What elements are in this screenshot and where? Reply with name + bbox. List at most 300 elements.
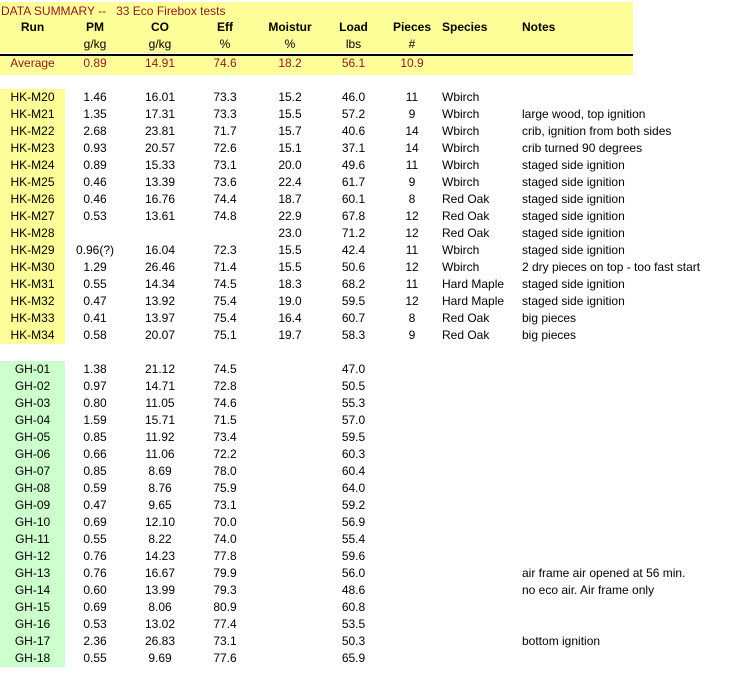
cell-species[interactable]: Wbirch: [442, 124, 480, 138]
cell-eff[interactable]: 72.8: [213, 379, 237, 393]
cell-moisture[interactable]: 19.0: [278, 294, 302, 308]
cell-eff[interactable]: 75.4: [213, 311, 237, 325]
cell-pm[interactable]: 0.76: [83, 566, 107, 580]
cell-load[interactable]: 60.1: [341, 192, 366, 206]
cell-co[interactable]: 8.69: [148, 464, 172, 478]
average-eff[interactable]: 74.6: [213, 56, 237, 70]
cell-species[interactable]: Wbirch: [442, 158, 480, 172]
cell-eff[interactable]: 72.3: [213, 243, 237, 257]
cell-notes[interactable]: [522, 463, 730, 480]
cell-co[interactable]: 13.99: [144, 583, 176, 597]
cell-co[interactable]: 17.31: [144, 107, 176, 121]
cell-co[interactable]: 8.76: [148, 481, 172, 495]
cell-run[interactable]: GH-16: [14, 617, 51, 631]
cell-co[interactable]: 20.57: [144, 141, 176, 155]
cell-eff[interactable]: 73.1: [213, 634, 237, 648]
cell-notes[interactable]: staged side ignition: [522, 175, 625, 189]
cell-pieces[interactable]: 8: [408, 192, 416, 206]
cell-run[interactable]: GH-15: [14, 600, 51, 614]
cell-co[interactable]: 16.76: [144, 192, 176, 206]
header-pieces[interactable]: Pieces: [392, 20, 432, 34]
cell-species[interactable]: Hard Maple: [442, 294, 505, 308]
cell-load[interactable]: 67.8: [341, 209, 366, 223]
table-row: [0, 599, 730, 616]
cell-run[interactable]: GH-17: [14, 634, 51, 648]
cell-moisture[interactable]: 15.1: [278, 141, 302, 155]
cell-species[interactable]: Red Oak: [442, 328, 490, 342]
cell-notes[interactable]: big pieces: [522, 328, 577, 342]
header-notes[interactable]: Notes: [522, 20, 556, 34]
table-row: [0, 242, 730, 259]
unit-co[interactable]: g/kg: [148, 37, 172, 51]
average-load[interactable]: 56.1: [341, 56, 366, 70]
table-row: [0, 633, 730, 650]
cell-run[interactable]: HK-M20: [10, 90, 55, 104]
table-row: [0, 446, 730, 463]
cell-eff[interactable]: 74.5: [213, 362, 237, 376]
cell-run[interactable]: HK-M22: [10, 124, 55, 138]
cell-co[interactable]: 26.83: [144, 634, 176, 648]
cell-eff[interactable]: 73.4: [213, 430, 237, 444]
cell-load[interactable]: 57.2: [341, 107, 366, 121]
cell-moisture[interactable]: 16.4: [278, 311, 302, 325]
cell-moisture[interactable]: 15.7: [278, 124, 302, 138]
cell-notes[interactable]: bottom ignition: [522, 634, 601, 648]
cell-run[interactable]: HK-M27: [10, 209, 55, 223]
table-row: [0, 616, 730, 633]
cell-run[interactable]: GH-02: [14, 379, 51, 393]
cell-run[interactable]: GH-08: [14, 481, 51, 495]
cell-run[interactable]: HK-M23: [10, 141, 55, 155]
cell-co[interactable]: 23.81: [144, 124, 176, 138]
table-row: [0, 225, 730, 242]
cell-pm[interactable]: 0.55: [83, 277, 107, 291]
cell-co[interactable]: 8.06: [148, 600, 172, 614]
cell-pm[interactable]: 1.35: [83, 107, 107, 121]
cell-eff[interactable]: 79.3: [213, 583, 237, 597]
header-moisture[interactable]: Moistur: [268, 20, 312, 34]
cell-notes[interactable]: [522, 548, 730, 565]
cell-run[interactable]: HK-M32: [10, 294, 55, 308]
cell-eff[interactable]: 71.7: [213, 124, 237, 138]
cell-eff[interactable]: 73.1: [213, 158, 237, 172]
cell-load[interactable]: 49.6: [341, 158, 366, 172]
unit-eff[interactable]: %: [219, 37, 231, 51]
cell-run[interactable]: GH-18: [14, 651, 51, 665]
table-row: [0, 174, 730, 191]
table-row: [0, 429, 730, 446]
table-row: [0, 514, 730, 531]
cell-run[interactable]: GH-04: [14, 413, 51, 427]
cell-load[interactable]: 48.6: [341, 583, 366, 597]
cell-co[interactable]: 16.04: [144, 243, 176, 257]
cell-eff[interactable]: 77.4: [213, 617, 237, 631]
cell-eff[interactable]: 73.1: [213, 498, 237, 512]
cell-notes[interactable]: staged side ignition: [522, 158, 625, 172]
table-row: [0, 582, 730, 599]
header-row: [0, 19, 730, 36]
cell-load[interactable]: 65.9: [341, 651, 366, 665]
cell-species[interactable]: Wbirch: [442, 175, 480, 189]
cell-load[interactable]: 60.4: [341, 464, 366, 478]
header-eff[interactable]: Eff: [217, 20, 233, 34]
cell-pieces[interactable]: 8: [408, 311, 416, 325]
cell-pm[interactable]: 0.85: [83, 430, 107, 444]
average-label[interactable]: Average: [10, 56, 55, 70]
cell-notes[interactable]: [522, 531, 730, 548]
table-row: [0, 157, 730, 174]
cell-notes[interactable]: [522, 650, 730, 667]
cell-species[interactable]: Red Oak: [442, 226, 490, 240]
cell-pm[interactable]: 0.46: [83, 192, 107, 206]
cell-pieces[interactable]: 12: [405, 209, 419, 223]
cell-co[interactable]: 14.23: [144, 549, 176, 563]
cell-moisture[interactable]: 20.0: [278, 158, 302, 172]
cell-load[interactable]: 50.6: [341, 260, 366, 274]
cell-eff[interactable]: 73.3: [213, 90, 237, 104]
cell-pm[interactable]: 0.96(?): [75, 243, 115, 257]
cell-load[interactable]: 53.5: [341, 617, 366, 631]
cell-pm[interactable]: 0.53: [83, 617, 107, 631]
cell-pm[interactable]: 0.47: [83, 294, 107, 308]
cell-co[interactable]: 13.97: [144, 311, 176, 325]
cell-pm[interactable]: 0.55: [83, 532, 107, 546]
cell-moisture[interactable]: 18.3: [278, 277, 302, 291]
cell-moisture[interactable]: 15.2: [278, 90, 302, 104]
cell-notes[interactable]: [522, 480, 730, 497]
cell-run[interactable]: GH-09: [14, 498, 51, 512]
cell-load[interactable]: 42.4: [341, 243, 366, 257]
cell-eff[interactable]: 79.9: [213, 566, 237, 580]
header-load[interactable]: Load: [339, 20, 368, 34]
cell-co[interactable]: 15.33: [144, 158, 176, 172]
header-pm[interactable]: PM: [86, 20, 104, 34]
cell-pm[interactable]: [66, 225, 124, 242]
cell-notes[interactable]: [522, 395, 730, 412]
average-pm[interactable]: 0.89: [83, 56, 107, 70]
cell-pieces[interactable]: 12: [405, 226, 419, 240]
cell-load[interactable]: 56.0: [341, 566, 366, 580]
cell-eff[interactable]: 75.9: [213, 481, 237, 495]
cell-pieces[interactable]: 12: [405, 260, 419, 274]
cell-load[interactable]: 57.0: [341, 413, 366, 427]
cell-eff[interactable]: 73.3: [213, 107, 237, 121]
cell-co[interactable]: 13.39: [144, 175, 176, 189]
cell-notes[interactable]: [522, 616, 730, 633]
cell-run[interactable]: HK-M26: [10, 192, 55, 206]
cell-eff[interactable]: 72.2: [213, 447, 237, 461]
table-row: [0, 361, 730, 378]
cell-notes[interactable]: large wood, top ignition: [522, 107, 646, 121]
table-row: [0, 89, 730, 106]
cell-species[interactable]: Wbirch: [442, 260, 480, 274]
cell-pieces[interactable]: 12: [405, 294, 419, 308]
table-row: [0, 191, 730, 208]
cell-species[interactable]: Wbirch: [442, 107, 480, 121]
cell-notes[interactable]: [522, 497, 730, 514]
cell-co[interactable]: 16.67: [144, 566, 176, 580]
cell-load[interactable]: 55.4: [341, 532, 366, 546]
cell-run[interactable]: HK-M29: [10, 243, 55, 257]
cell-moisture[interactable]: 15.5: [278, 260, 302, 274]
cell-notes[interactable]: 2 dry pieces on top - too fast start: [522, 260, 701, 274]
cell-notes[interactable]: staged side ignition: [522, 226, 625, 240]
cell-notes[interactable]: [522, 378, 730, 395]
cell-co[interactable]: 14.34: [144, 277, 176, 291]
cell-notes[interactable]: [522, 599, 730, 616]
unit-pm[interactable]: g/kg: [83, 37, 107, 51]
cell-notes[interactable]: big pieces: [522, 311, 577, 325]
cell-run[interactable]: GH-01: [14, 362, 51, 376]
cell-run[interactable]: GH-14: [14, 583, 51, 597]
unit-load[interactable]: lbs: [345, 37, 362, 51]
cell-notes[interactable]: staged side ignition: [522, 209, 625, 223]
cell-co[interactable]: 11.05: [145, 396, 175, 410]
cell-load[interactable]: 56.9: [341, 515, 366, 529]
cell-load[interactable]: 60.7: [341, 311, 366, 325]
cell-pieces[interactable]: 11: [405, 243, 419, 257]
cell-eff[interactable]: [196, 225, 254, 242]
cell-co[interactable]: 9.65: [148, 498, 172, 512]
cell-species[interactable]: Hard Maple: [442, 277, 505, 291]
cell-run[interactable]: GH-11: [15, 532, 50, 546]
cell-pieces[interactable]: 14: [405, 124, 419, 138]
cell-species[interactable]: Red Oak: [442, 192, 490, 206]
cell-notes[interactable]: [522, 446, 730, 463]
cell-eff[interactable]: 71.5: [213, 413, 237, 427]
cell-pieces[interactable]: 9: [408, 107, 416, 121]
cell-pm[interactable]: 0.89: [83, 158, 107, 172]
cell-pm[interactable]: 1.59: [83, 413, 107, 427]
cell-eff[interactable]: 74.0: [213, 532, 237, 546]
average-moisture[interactable]: 18.2: [278, 56, 302, 70]
cell-notes[interactable]: [522, 429, 730, 446]
cell-load[interactable]: 68.2: [341, 277, 366, 291]
cell-co[interactable]: 8.22: [148, 532, 172, 546]
cell-pm[interactable]: 2.68: [83, 124, 107, 138]
cell-moisture[interactable]: 15.5: [278, 107, 302, 121]
unit-pieces[interactable]: #: [408, 37, 416, 51]
cell-co[interactable]: 12.10: [144, 515, 176, 529]
cell-load[interactable]: 60.3: [341, 447, 366, 461]
cell-notes[interactable]: staged side ignition: [522, 192, 625, 206]
cell-co[interactable]: 13.92: [144, 294, 176, 308]
cell-pm[interactable]: 0.69: [83, 515, 107, 529]
cell-pm[interactable]: 0.85: [83, 464, 107, 478]
cell-co[interactable]: 13.61: [144, 209, 176, 223]
table-row: [0, 276, 730, 293]
cell-pm[interactable]: 1.29: [83, 260, 107, 274]
cell-notes[interactable]: [522, 89, 730, 106]
cell-moisture[interactable]: 18.7: [278, 192, 302, 206]
table-row: [0, 293, 730, 310]
table-row: [0, 531, 730, 548]
cell-load[interactable]: 58.3: [341, 328, 366, 342]
cell-co[interactable]: 16.01: [144, 90, 176, 104]
cell-moisture[interactable]: 19.7: [278, 328, 302, 342]
cell-load[interactable]: 61.7: [341, 175, 366, 189]
cell-pm[interactable]: 2.36: [83, 634, 107, 648]
cell-pm[interactable]: 0.59: [83, 481, 107, 495]
cell-run[interactable]: GH-05: [14, 430, 51, 444]
cell-eff[interactable]: 71.4: [213, 260, 237, 274]
cell-co[interactable]: 20.07: [144, 328, 176, 342]
cell-pm[interactable]: 0.58: [83, 328, 107, 342]
cell-pm[interactable]: 1.46: [83, 90, 107, 104]
cell-pm[interactable]: 0.41: [83, 311, 107, 325]
cell-pieces[interactable]: 9: [408, 328, 416, 342]
cell-run[interactable]: GH-06: [14, 447, 51, 461]
cell-species[interactable]: Red Oak: [442, 209, 490, 223]
cell-run[interactable]: HK-M25: [10, 175, 55, 189]
cell-eff[interactable]: 78.0: [213, 464, 237, 478]
cell-pm[interactable]: 0.47: [83, 498, 107, 512]
table-row: [0, 123, 730, 140]
cell-co[interactable]: 26.46: [144, 260, 176, 274]
cell-co[interactable]: 13.02: [144, 617, 176, 631]
cell-species[interactable]: Red Oak: [442, 311, 490, 325]
cell-pieces[interactable]: 11: [405, 90, 419, 104]
cell-notes[interactable]: [522, 514, 730, 531]
cell-pm[interactable]: 1.38: [83, 362, 107, 376]
cell-load[interactable]: 37.1: [341, 141, 366, 155]
table-row: [0, 497, 730, 514]
units-row: [0, 36, 730, 53]
table-row: [0, 565, 730, 582]
average-row: [0, 55, 730, 72]
cell-notes[interactable]: [522, 361, 730, 378]
cell-load[interactable]: 71.2: [341, 226, 366, 240]
table-row: [0, 208, 730, 225]
header-co[interactable]: CO: [151, 20, 169, 34]
cell-run[interactable]: HK-M28: [10, 226, 55, 240]
cell-run[interactable]: HK-M30: [10, 260, 55, 274]
table-row: [0, 106, 730, 123]
cell-eff[interactable]: 75.1: [213, 328, 237, 342]
sheet-title: DATA SUMMARY -- 33 Eco Firebox tests: [1, 4, 226, 18]
header-species[interactable]: Species: [442, 20, 488, 34]
cell-moisture[interactable]: 22.4: [278, 175, 302, 189]
cell-pieces[interactable]: 11: [405, 277, 419, 291]
cell-eff[interactable]: 80.9: [213, 600, 237, 614]
table-row: [0, 327, 730, 344]
cell-notes[interactable]: air frame air opened at 56 min.: [522, 566, 686, 580]
cell-co[interactable]: 11.92: [145, 430, 175, 444]
cell-load[interactable]: 59.5: [341, 430, 366, 444]
cell-eff[interactable]: 72.6: [213, 141, 237, 155]
cell-pm[interactable]: 0.46: [83, 175, 107, 189]
cell-run[interactable]: HK-M33: [10, 311, 55, 325]
cell-species[interactable]: Wbirch: [442, 90, 480, 104]
cell-notes[interactable]: staged side ignition: [522, 294, 625, 308]
cell-notes[interactable]: staged side ignition: [522, 277, 625, 291]
cell-load[interactable]: 50.5: [341, 379, 366, 393]
cell-run[interactable]: GH-03: [14, 396, 51, 410]
average-co[interactable]: 14.91: [144, 56, 176, 70]
cell-pm[interactable]: 0.66: [83, 447, 107, 461]
cell-co[interactable]: 21.12: [144, 362, 176, 376]
table-row: [0, 480, 730, 497]
cell-pm[interactable]: 0.97: [83, 379, 107, 393]
cell-notes[interactable]: staged side ignition: [522, 243, 625, 257]
cell-notes[interactable]: crib turned 90 degrees: [522, 141, 643, 155]
cell-load[interactable]: 46.0: [341, 90, 366, 104]
cell-eff[interactable]: 75.4: [213, 294, 237, 308]
cell-run[interactable]: GH-10: [14, 515, 51, 529]
cell-pm[interactable]: 0.53: [83, 209, 107, 223]
cell-eff[interactable]: 74.6: [213, 396, 237, 410]
cell-eff[interactable]: 77.6: [213, 651, 237, 665]
table-row: [0, 378, 730, 395]
cell-notes[interactable]: [522, 412, 730, 429]
cell-species[interactable]: Wbirch: [442, 141, 480, 155]
cell-eff[interactable]: 74.5: [213, 277, 237, 291]
cell-co[interactable]: [130, 225, 190, 242]
cell-run[interactable]: HK-M21: [10, 107, 55, 121]
cell-eff[interactable]: 74.8: [213, 209, 237, 223]
cell-load[interactable]: 40.6: [341, 124, 366, 138]
cell-pm[interactable]: 0.76: [83, 549, 107, 563]
cell-pieces[interactable]: 14: [405, 141, 419, 155]
cell-pieces[interactable]: 9: [408, 175, 416, 189]
cell-load[interactable]: 47.0: [341, 362, 366, 376]
cell-co[interactable]: 9.69: [148, 651, 172, 665]
cell-moisture[interactable]: 23.0: [278, 226, 302, 240]
cell-run[interactable]: GH-07: [14, 464, 51, 478]
cell-co[interactable]: 15.71: [144, 413, 176, 427]
table-row: [0, 259, 730, 276]
cell-load[interactable]: 50.3: [341, 634, 366, 648]
cell-pm[interactable]: 0.69: [83, 600, 107, 614]
average-pieces[interactable]: 10.9: [400, 56, 424, 70]
cell-run[interactable]: HK-M24: [10, 158, 55, 172]
cell-pm[interactable]: 0.55: [83, 651, 107, 665]
unit-moisture[interactable]: %: [284, 37, 296, 51]
cell-load[interactable]: 64.0: [341, 481, 366, 495]
cell-pieces[interactable]: 11: [405, 158, 419, 172]
cell-co[interactable]: 14.71: [144, 379, 176, 393]
cell-moisture[interactable]: 15.5: [278, 243, 302, 257]
table-row: [0, 548, 730, 565]
table-row: [0, 412, 730, 429]
cell-eff[interactable]: 70.0: [213, 515, 237, 529]
table-row: [0, 650, 730, 667]
cell-load[interactable]: 55.3: [341, 396, 366, 410]
cell-load[interactable]: 59.5: [341, 294, 366, 308]
header-run[interactable]: Run: [20, 20, 45, 34]
cell-load[interactable]: 59.6: [341, 549, 366, 563]
cell-notes[interactable]: no eco air. Air frame only: [522, 583, 655, 597]
cell-run[interactable]: HK-M31: [10, 277, 55, 291]
cell-eff[interactable]: 77.8: [213, 549, 237, 563]
cell-notes[interactable]: crib, ignition from both sides: [522, 124, 672, 138]
table-row: [0, 310, 730, 327]
cell-eff[interactable]: 74.4: [213, 192, 237, 206]
cell-run[interactable]: GH-12: [14, 549, 51, 563]
cell-pm[interactable]: 0.80: [83, 396, 107, 410]
cell-pm[interactable]: 0.93: [83, 141, 107, 155]
table-row: [0, 463, 730, 480]
cell-load[interactable]: 59.2: [341, 498, 366, 512]
cell-run[interactable]: HK-M34: [10, 328, 55, 342]
cell-run[interactable]: GH-13: [14, 566, 51, 580]
cell-species[interactable]: Wbirch: [442, 243, 480, 257]
cell-load[interactable]: 60.8: [341, 600, 366, 614]
cell-moisture[interactable]: 22.9: [278, 209, 302, 223]
cell-eff[interactable]: 73.6: [213, 175, 237, 189]
cell-pm[interactable]: 0.60: [83, 583, 107, 597]
cell-co[interactable]: 11.06: [145, 447, 175, 461]
